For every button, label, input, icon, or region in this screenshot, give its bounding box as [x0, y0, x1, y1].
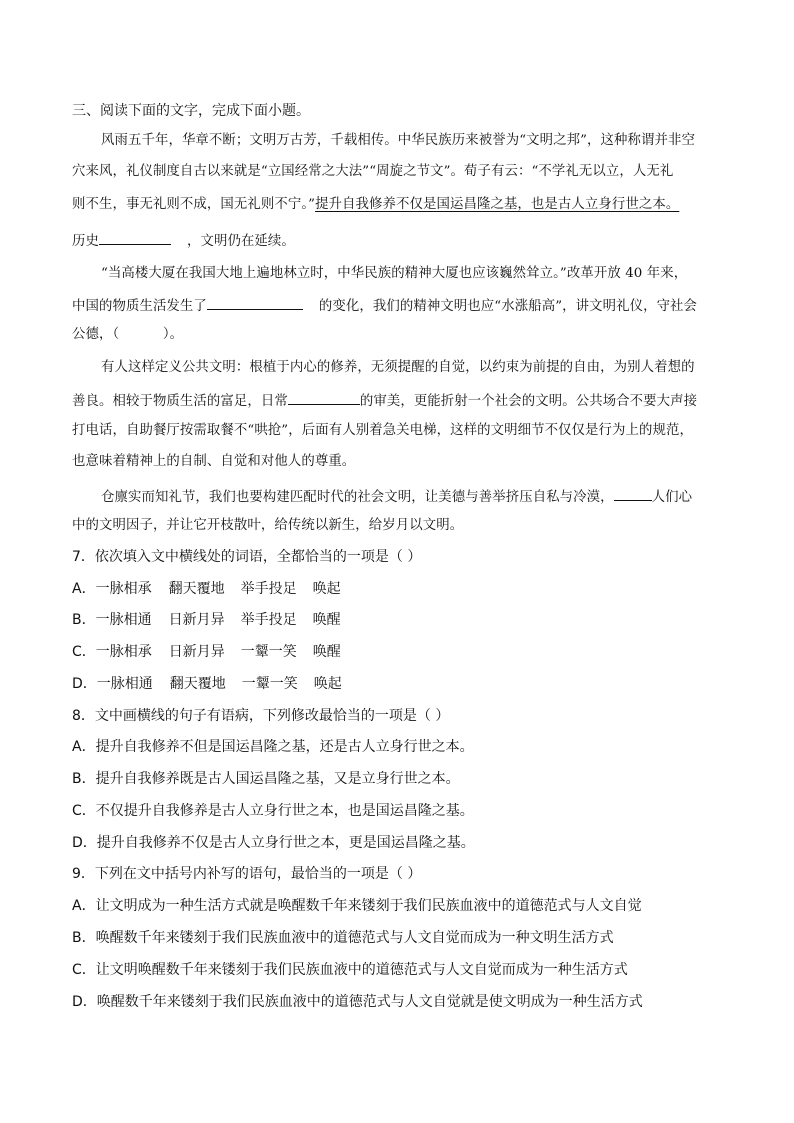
passage-p2-line1: “当高楼大厦在我国大地上遍地林立时，中华民族的精神大厦也应该巍然耸立。”改革开放 40 年来，	[101, 266, 688, 281]
question-8-stem: 8．文中画横线的句子有语病，下列修改最恰当的一项是（ ）	[72, 708, 450, 724]
fill-blank-4	[614, 485, 652, 501]
option-label: A．	[72, 581, 96, 597]
option-label: D．	[72, 994, 97, 1010]
question-9-option-d	[72, 992, 728, 1012]
option-label: B．	[72, 612, 96, 628]
option-text: 让文明唤醒数千年来镂刻于我们民族血液中的道德范式与人文自觉而成为一种生活方式	[95, 962, 628, 978]
section-heading: 三、阅读下面的文字，完成下面小题。	[72, 103, 310, 119]
option-word: 一颦一笑	[240, 644, 297, 660]
option-label: C．	[72, 644, 96, 660]
option-word: 举手投足	[240, 581, 297, 597]
option-word: 一脉相承	[95, 581, 152, 597]
option-text: 提升自我修养不但是国运昌隆之基，还是古人立身行世之本。	[95, 739, 474, 755]
passage-p3-line3: 打电话，自助餐厅按需取餐不“哄抢”，后面有人别着急关电梯，这样的文明细节不仅仅是行为上的规范，	[72, 423, 693, 438]
passage-text: 的变化，我们的精神文明也应“水涨船高”，讲文明礼仪，守社会	[318, 299, 698, 314]
option-word: 日新月异	[168, 644, 225, 660]
passage-p3-line1: 有人这样定义公共文明：根植于内心的修养，无须提醒的自觉，以约束为前提的自由，为别人着想的	[101, 360, 695, 375]
option-word: 翻天覆地	[168, 581, 225, 597]
option-text: 唤醒数千年来镂刻于我们民族血液中的道德范式与人文自觉就是使文明成为一种生活方式	[96, 994, 643, 1010]
option-word: 日新月异	[168, 612, 225, 628]
option-label: C．	[72, 803, 96, 819]
option-word: 唤醒	[312, 612, 341, 628]
passage-p2-line3: 公德，（ ）。	[72, 327, 184, 342]
passage-p3-line4: 也意味着精神上的自制、自觉和对他人的尊重。	[72, 454, 356, 469]
passage-text: 历史	[72, 234, 99, 249]
fill-blank-3	[288, 389, 360, 405]
passage-text: 中国的物质生活发生了	[72, 299, 207, 314]
passage-text: ，文明仍在延续。	[186, 234, 295, 249]
option-word: 一脉相承	[95, 644, 152, 660]
option-word: 一颦一笑	[241, 676, 298, 692]
passage-text: 则不生，事无礼则不成，国无礼则不宁。”	[72, 197, 316, 212]
question-7-stem: 7．依次填入文中横线处的词语，全都恰当的一项是（ ）	[72, 549, 422, 565]
passage-p1-line4	[72, 229, 728, 252]
option-label: A．	[72, 739, 96, 755]
option-word: 一脉相通	[95, 612, 152, 628]
option-text: 唤醒数千年来镂刻于我们民族血液中的道德范式与人文自觉而成为一种文明生活方式	[95, 930, 614, 946]
option-text: 提升自我修养既是古人国运昌隆之基，又是立身行世之本。	[95, 771, 460, 787]
option-word: 唤起	[313, 676, 342, 692]
option-word: 唤起	[312, 581, 341, 597]
question-7-option-a	[72, 579, 728, 599]
option-label: C．	[72, 962, 96, 978]
question-8-option-c	[72, 801, 728, 821]
passage-p3-line2	[72, 389, 728, 412]
passage-p4-line1	[101, 485, 728, 508]
option-word: 唤醒	[312, 644, 341, 660]
fill-blank-1	[99, 229, 171, 245]
passage-text: 善良。相较于物质生活的富足，日常	[72, 394, 288, 409]
question-7-option-b	[72, 610, 728, 630]
option-text: 让文明成为一种生活方式就是唤醒数千年来镂刻于我们民族血液中的道德范式与人文自觉	[95, 898, 642, 914]
underlined-sentence: 提升自我修养不仅是国运昌隆之基，也是古人立身行世之本。	[315, 197, 680, 212]
passage-text: 仓廪实而知礼节，我们也要构建匹配时代的社会文明，让美德与善举挤压自私与冷漠，	[101, 490, 614, 505]
option-label: B．	[72, 930, 96, 946]
option-label: D．	[72, 835, 97, 851]
option-text: 不仅提升自我修养是古人立身行世之本，也是国运昌隆之基。	[95, 803, 474, 819]
question-9-option-c	[72, 960, 728, 980]
passage-text: 人们心	[651, 490, 693, 505]
passage-p1-line1: 风雨五千年，华章不断；文明万古芳，千载相传。中华民族历来被誉为“文明之邦”，这种称谓并非空	[101, 133, 695, 148]
question-8-option-d	[72, 833, 728, 853]
option-word: 举手投足	[240, 612, 297, 628]
question-7-option-d	[72, 674, 728, 694]
option-word: 翻天覆地	[169, 676, 226, 692]
question-8-option-a	[72, 737, 728, 757]
option-word: 一脉相通	[96, 676, 153, 692]
passage-p1-line3	[72, 195, 728, 215]
question-9-option-a	[72, 896, 728, 916]
passage-p2-line2	[72, 294, 728, 317]
passage-text: 的审美，更能折射一个社会的文明。公共场合不要大声接	[359, 394, 698, 409]
option-label: B．	[72, 771, 96, 787]
fill-blank-2	[207, 294, 303, 310]
passage-p1-line2: 穴来风，礼仪制度自古以来就是“立国经常之大法”“周旋之节文”。荀子有云：“不学礼无以立，人无礼	[72, 164, 674, 179]
option-text: 提升自我修养不仅是古人立身行世之本，更是国运昌隆之基。	[96, 835, 475, 851]
passage-p4-line2: 中的文明因子，并让它开枝散叶，给传统以新生，给岁月以文明。	[72, 518, 464, 533]
option-label: A．	[72, 898, 96, 914]
question-8-option-b	[72, 769, 728, 789]
question-9-stem: 9．下列在文中括号内补写的语句，最恰当的一项是（ ）	[72, 866, 422, 882]
question-7-option-c	[72, 642, 728, 662]
question-9-option-b	[72, 928, 728, 948]
option-label: D．	[72, 676, 97, 692]
